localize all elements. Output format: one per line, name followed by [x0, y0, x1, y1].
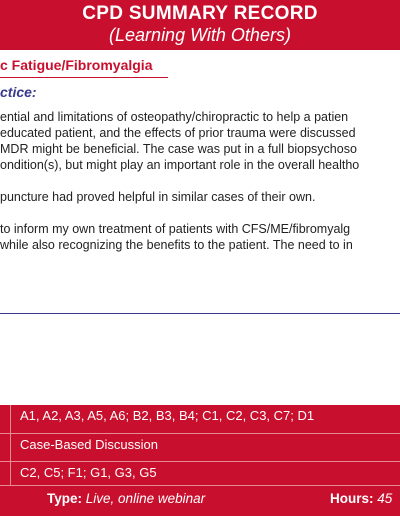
paragraph-2-line-1: puncture had proved helpful in similar cases of their own.	[0, 190, 316, 204]
paragraph-1-line-4: ondition(s), but might play an important role in the overall healtho	[0, 158, 360, 172]
paragraph-1-line-2: educated patient, and the effects of prior trauma were discussed	[0, 126, 356, 140]
type-label: Type:	[47, 491, 83, 506]
table-row-activity	[0, 434, 400, 456]
hours-field	[330, 491, 392, 506]
paragraph-1-line-1: ential and limitations of osteopathy/chiropractic to help a patien	[0, 110, 349, 124]
record-header	[0, 0, 400, 50]
topic-heading: c Fatigue/Fibromyalgia	[0, 57, 153, 73]
practice-heading: ctice:	[0, 84, 37, 100]
paragraph-3-line-2: while also recognizing the benefits to the patient. The need to in	[0, 238, 353, 252]
paragraph-1-line-3: MDR might be beneficial. The case was put in a full biopsychoso	[0, 142, 357, 156]
table-row-standards	[0, 405, 400, 427]
record-title: CPD SUMMARY RECORD	[82, 3, 318, 24]
hours-label: Hours:	[330, 491, 374, 506]
table-row-themes	[0, 462, 400, 484]
topic-underline	[0, 77, 168, 78]
type-field	[47, 491, 205, 506]
type-value: Live, online webinar	[85, 491, 206, 506]
section-divider	[0, 313, 400, 314]
activity-cell: Case-Based Discussion	[20, 437, 159, 452]
paragraph-3-line-1: to inform my own treatment of patients with CFS/ME/fibromyalg	[0, 222, 351, 236]
record-footer	[0, 486, 400, 516]
standards-cell: A1, A2, A3, A5, A6; B2, B3, B4; C1, C2, C3, C7; D1	[20, 408, 315, 423]
hours-value: 45	[377, 491, 393, 506]
record-subtitle: (Learning With Others)	[109, 25, 291, 45]
themes-cell: C2, C5; F1; G1, G3, G5	[20, 465, 157, 480]
